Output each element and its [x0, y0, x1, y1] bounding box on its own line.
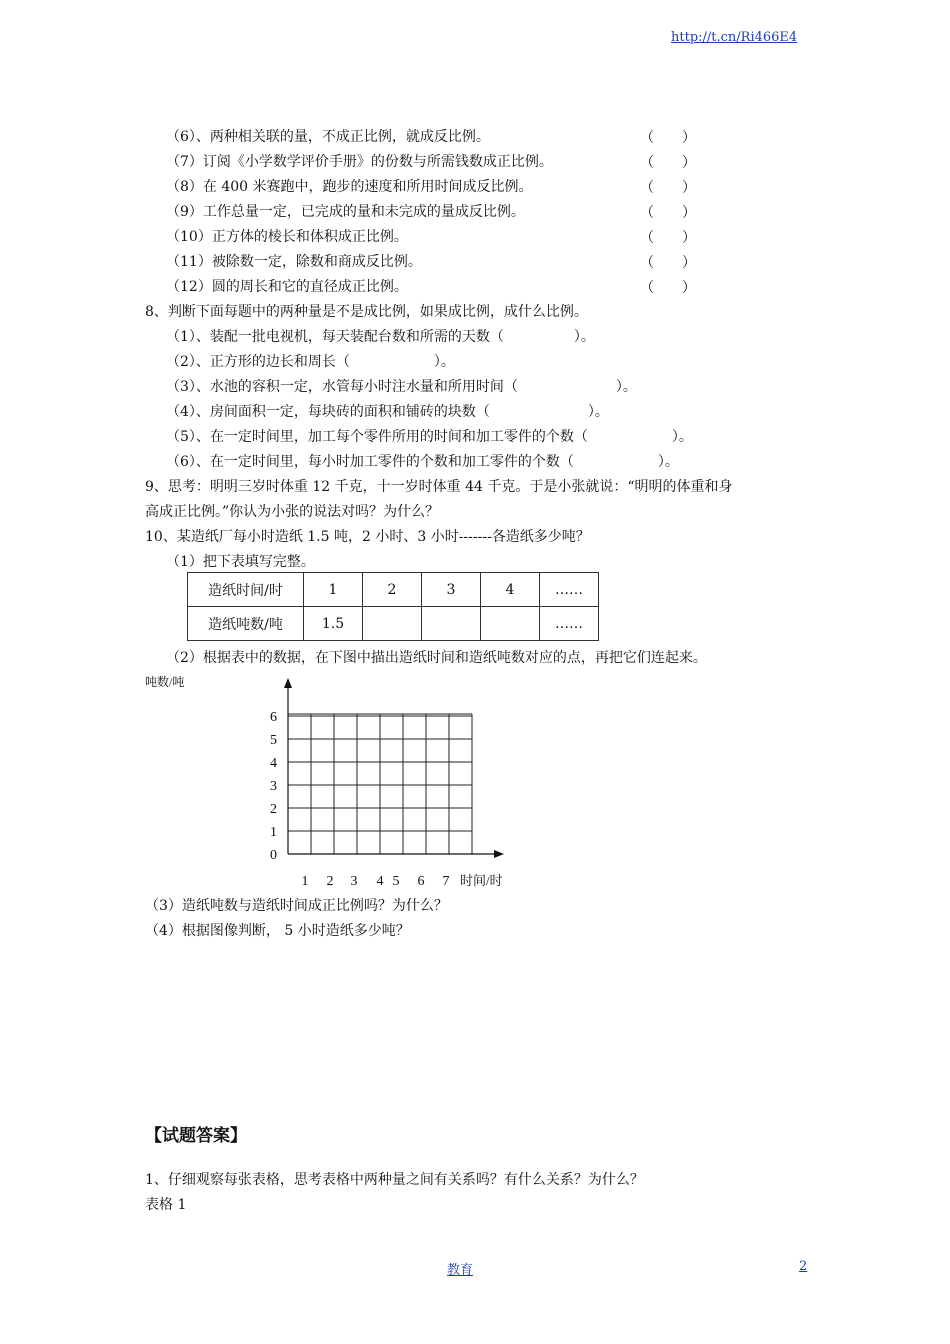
judgment-item-10: （10）正方体的棱长和体积成正比例。 [166, 229, 408, 245]
judgment-item-9: （9）工作总量一定，已完成的量和未完成的量成反比例。 [166, 204, 525, 220]
table-header-cell: 造纸时间/时 [188, 573, 304, 607]
question-8-title: 8、判断下面每题中的两种量是不是成比例，如果成比例，成什么比例。 [145, 304, 588, 320]
table-input-cell[interactable] [363, 607, 422, 641]
question-10-sub-3: （3）造纸吨数与造纸时间成正比例吗？为什么？ [145, 898, 448, 914]
y-tick-label: 5 [270, 733, 277, 748]
question-10-sub-1: （1）把下表填写完整。 [166, 554, 315, 570]
answers-table-label: 表格 1 [145, 1197, 187, 1213]
question-8-item-5: （5）、在一定时间里，加工每个零件所用的时间和加工零件的个数（ ）。 [166, 429, 693, 445]
judgment-item-6: （6）、两种相关联的量，不成正比例，就成反比例。 [166, 129, 490, 145]
page-number[interactable]: 2 [799, 1259, 808, 1274]
y-tick-label: 3 [270, 779, 277, 794]
judgment-item-7: （7）订阅《小学数学评价手册》的份数与所需钱数成正比例。 [166, 154, 553, 170]
x-axis-arrow-icon [494, 850, 504, 858]
y-tick-label: 6 [270, 710, 277, 725]
question-8-item-4: （4）、房间面积一定，每块砖的面积和铺砖的块数（ ）。 [166, 404, 609, 420]
answer-blank-10[interactable]: （ ） [640, 230, 696, 246]
question-9-line-2: 高成正比例。”你认为小张的说法对吗？为什么？ [145, 504, 440, 520]
answer-blank-7[interactable]: （ ） [640, 155, 696, 171]
paper-production-table [187, 572, 599, 641]
y-axis-label: 吨数/吨 [145, 675, 185, 689]
table-header-cell: 造纸吨数/吨 [188, 607, 304, 641]
x-tick-label: 4 [376, 874, 384, 889]
table-row-time [188, 573, 599, 607]
answer-blank-9[interactable]: （ ） [640, 205, 696, 221]
table-cell: 1.5 [304, 607, 363, 641]
table-cell: 4 [481, 573, 540, 607]
table-input-cell[interactable] [422, 607, 481, 641]
judgment-item-8: （8）在 400 米赛跑中，跑步的速度和所用时间成反比例。 [166, 179, 533, 195]
table-cell: …… [540, 573, 599, 607]
answer-blank-11[interactable]: （ ） [640, 255, 696, 271]
table-cell: …… [540, 607, 599, 641]
question-8-item-2: （2）、正方形的边长和周长（ ）。 [166, 354, 455, 370]
y-tick-label: 1 [270, 825, 277, 840]
y-tick-label: 2 [270, 802, 277, 817]
table-cell: 1 [304, 573, 363, 607]
footer-link[interactable]: 教育 [447, 1263, 474, 1278]
question-9-line-1: 9、思考：明明三岁时体重 12 千克，十一岁时体重 44 千克。于是小张就说：“明明的体重和身 [145, 479, 733, 495]
answer-blank-12[interactable]: （ ） [640, 280, 696, 296]
y-tick-label: 4 [270, 756, 277, 771]
question-10-sub-4: （4）根据图像判断， 5 小时造纸多少吨？ [145, 923, 410, 939]
y-tick-label: 0 [270, 848, 277, 863]
answer-blank-8[interactable]: （ ） [640, 180, 696, 196]
answers-question-1: 1、仔细观察每张表格，思考表格中两种量之间有关系吗？有什么关系？为什么？ [145, 1172, 644, 1188]
x-tick-label: 3 [350, 874, 358, 889]
x-tick-label: 7 [442, 874, 450, 889]
question-8-item-3: （3）、水池的容积一定，水管每小时注水量和所用时间（ ）。 [166, 379, 637, 395]
judgment-item-12: （12）圆的周长和它的直径成正比例。 [166, 279, 408, 295]
x-tick-label: 1 [301, 874, 309, 889]
y-axis-arrow-icon [284, 678, 292, 688]
header-url-link[interactable]: http://t.cn/Ri466E4 [671, 30, 798, 45]
table-row-tons [188, 607, 599, 641]
question-10-sub-2: （2）根据表中的数据，在下图中描出造纸时间和造纸吨数对应的点，再把它们连起来。 [166, 650, 707, 666]
table-input-cell[interactable] [481, 607, 540, 641]
question-10-title: 10、某造纸厂每小时造纸 1.5 吨，2 小时、3 小时-------各造纸多少吨？ [145, 529, 590, 545]
x-axis-label: 时间/时 [460, 873, 503, 888]
x-tick-label: 2 [326, 874, 334, 889]
answers-heading: 【试题答案】 [145, 1126, 247, 1146]
judgment-item-11: （11）被除数一定，除数和商成反比例。 [166, 254, 422, 270]
answer-blank-6[interactable]: （ ） [640, 130, 696, 146]
grid-chart[interactable] [140, 668, 520, 898]
table-cell: 2 [363, 573, 422, 607]
x-tick-label: 5 [392, 874, 400, 889]
x-tick-label: 6 [417, 874, 425, 889]
question-8-item-6: （6）、在一定时间里，每小时加工零件的个数和加工零件的个数（ ）。 [166, 454, 679, 470]
table-cell: 3 [422, 573, 481, 607]
question-8-item-1: （1）、装配一批电视机，每天装配台数和所需的天数（ ）。 [166, 329, 595, 345]
